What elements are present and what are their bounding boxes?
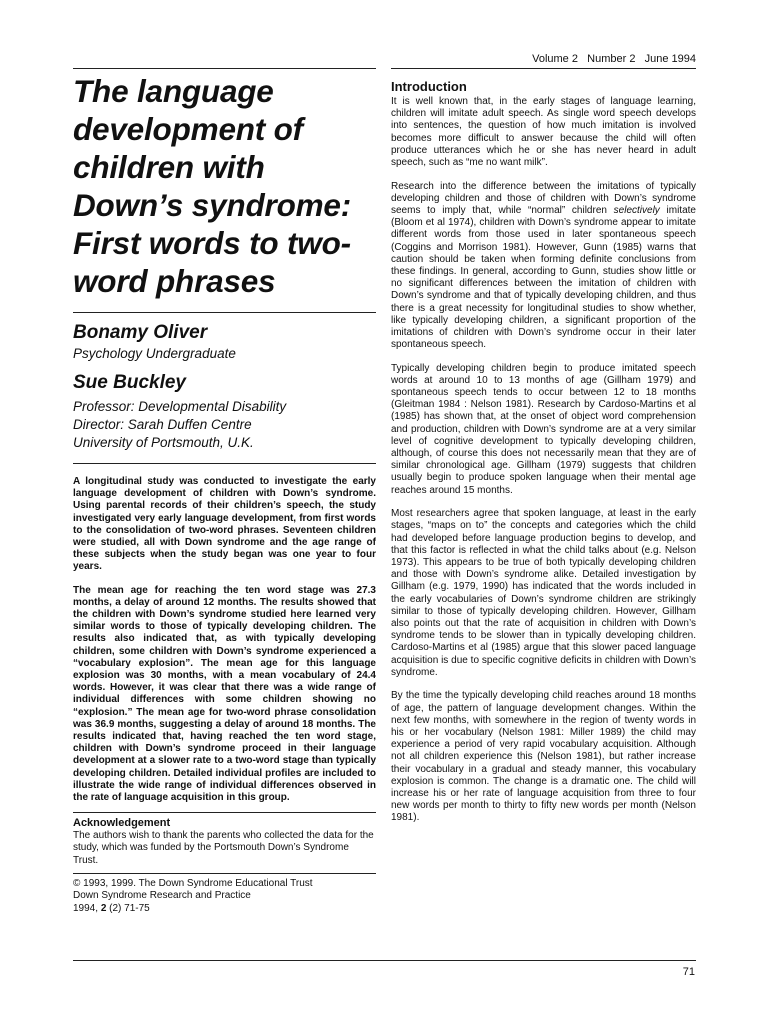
citation-volume: 2 xyxy=(100,902,107,914)
intro-paragraph: Research into the difference between the imitations of typically developing children and those of children with Down’s syndrome seems to imply that, while “normal” children selectively imitate (Bloom et al 1974), children with Down’s syndrome appear to imitate different words from those used in later spontaneous speech (Coggins and Morrison 1981). However, Gunn (1985) warns that caution should be taken when forming definite conclusions from these findings. In general, according to Gunn, studies show little or no significant differences between the imitation of children with Down’s syndrome and that of typically developing children, and thus there is a great necessity for longitudinal studies to show whether, like typically developing children, a significant proportion of the imitations of children with Down’s syndrome occur in their later spontaneous speech. xyxy=(391,180,696,351)
article-title: The language development of children with Down’s syndrome: First words to two-word phrases xyxy=(73,73,352,299)
author-role: Professor: Developmental Disability xyxy=(73,399,287,414)
abstract-paragraph: The mean age for reaching the ten word stage was 27.3 months, a delay of around 12 months. The results showed that the children with Down’s syndrome studied here learned very similar words to those of typically developing children. The results also indicated that, as with typically developing children, some children with Down’s syndrome experienced a “vocabulary explosion”. The mean age for this language explosion was 30 months, with a mean vocabulary of 24.4 words. However, it was clear that there was a wide range of individual differences with some children showing no “explosion.” The mean age for two-word phrase consolidation was 36.9 months, suggesting a delay of around 18 months. The results indicated that, having reached the ten word stage, children with Down’s syndrome proceed in their language development at a slower rate to a two-word stage than typically developing children. Detailed individual profiles are included to illustrate the wide range of individual differences observed in the rate of language acquisition in this group. xyxy=(73,584,376,804)
abstract-paragraph: A longitudinal study was conducted to investigate the early language development of children with Down’s syndrome. Using parental records of their children’s speech, the study investigated very early language development, from first words to the consolidation of two-word phrases. Seventeen children were studied, all with Down syndrome and the age range of these subjects when the study began was one year to four years. xyxy=(73,476,376,573)
author-role: Psychology Undergraduate xyxy=(73,346,236,361)
left-column xyxy=(73,72,376,915)
abstract xyxy=(73,476,376,804)
acknowledgement-heading: Acknowledgement xyxy=(73,817,171,830)
page-number: 71 xyxy=(682,966,695,978)
ack-rule xyxy=(73,812,376,813)
copyright-line: © 1993, 1999. The Down Syndrome Educational Trust xyxy=(73,877,313,889)
right-column xyxy=(391,79,696,836)
title-rule xyxy=(73,312,376,313)
author-role: Director: Sarah Duffen Centre xyxy=(73,417,252,432)
introduction-heading: Introduction xyxy=(391,79,467,94)
intro-paragraph: By the time the typically developing child reaches around 18 months of age, the pattern of language development changes. Within the next few months, with somewhere in the region of twenty words in his or her vocabulary (Nelson 1981: Miller 1989) the child may experience a period of very rapid vocabulary acquisition. Although not all children experience this (Nelson 1981), but rather increase their vocabulary in a gradual and steady manner, this vocabulary explosion is common. The change is a dramatic one. The child will increase his or her rate of language acquisition from three to four new words per month to thirty to fifty new words per month (Nelson 1981). xyxy=(391,690,696,824)
acknowledgement-body: The authors wish to thank the parents who collected the data for the study, which was funded by the Portsmouth Down’s Syndrome Trust. xyxy=(73,830,374,866)
journal-name: Down Syndrome Research and Practice xyxy=(73,890,251,902)
author-affiliation: University of Portsmouth, U.K. xyxy=(73,435,254,450)
journal-issue-header: Volume 2 Number 2 June 1994 xyxy=(532,53,696,65)
author-name: Bonamy Oliver xyxy=(73,322,208,343)
author-name: Sue Buckley xyxy=(73,372,186,393)
header-rule-right xyxy=(391,68,696,69)
copyright-rule xyxy=(73,873,376,874)
citation-pages: (2) 71-75 xyxy=(106,902,150,914)
footer-rule xyxy=(73,960,696,961)
emphasis: selectively xyxy=(613,204,660,216)
intro-paragraph: It is well known that, in the early stages of language learning, children will imitate adult speech. As single word speech develops into sentences, the question of how much imitation is involved becomes more difficult to answer because the child will often produce utterances which he or she has never heard in adult speech, such as “me no want milk”. xyxy=(391,96,696,169)
intro-paragraph: Typically developing children begin to produce imitated speech words at around 10 to 13 months of age (Gillham 1979) and spontaneous speech tends to occur between 12 to 18 months (Gleitman 1984 : Nelson 1981). Research by Cardoso-Martins et al (1985) has shown that, at the onset of object word comprehension and production, children with Down’s syndrome are at a very similar level of cognitive development to typically developing children, although, of course this does not necessarily mean that they are of similar chronological age. Gillham (1979) suggests that children usually begin to produce spoken language when their mental age reaches around 15 months. xyxy=(391,362,696,496)
citation-year: 1994, xyxy=(73,902,101,914)
citation xyxy=(73,903,376,916)
header-rule-left xyxy=(73,68,376,69)
intro-paragraph: Most researchers agree that spoken language, at least in the early stages, “maps on to” the concepts and categories which the child had developed before language production begins to develop, and that this factor is reflected in what the child talks about (e.g. Nelson 1973). This appears to be true of both typically developing children and those with Down’s syndrome alike. Detailed investigation by Gillham (e.g. 1979, 1990) has indicated that the words included in the early vocabularies of Down’s syndrome children are strikingly similar to those of typically developing children. However, Gillham also points out that the rate of acquisition in children with Down’s syndrome tends to be slower than in typically developing children. Cardoso-Martins et al (1985) argue that this slower paced language acquisition is due to specific cognitive deficits in children with Down’s syndrome. xyxy=(391,508,696,678)
abstract-rule xyxy=(73,463,376,464)
